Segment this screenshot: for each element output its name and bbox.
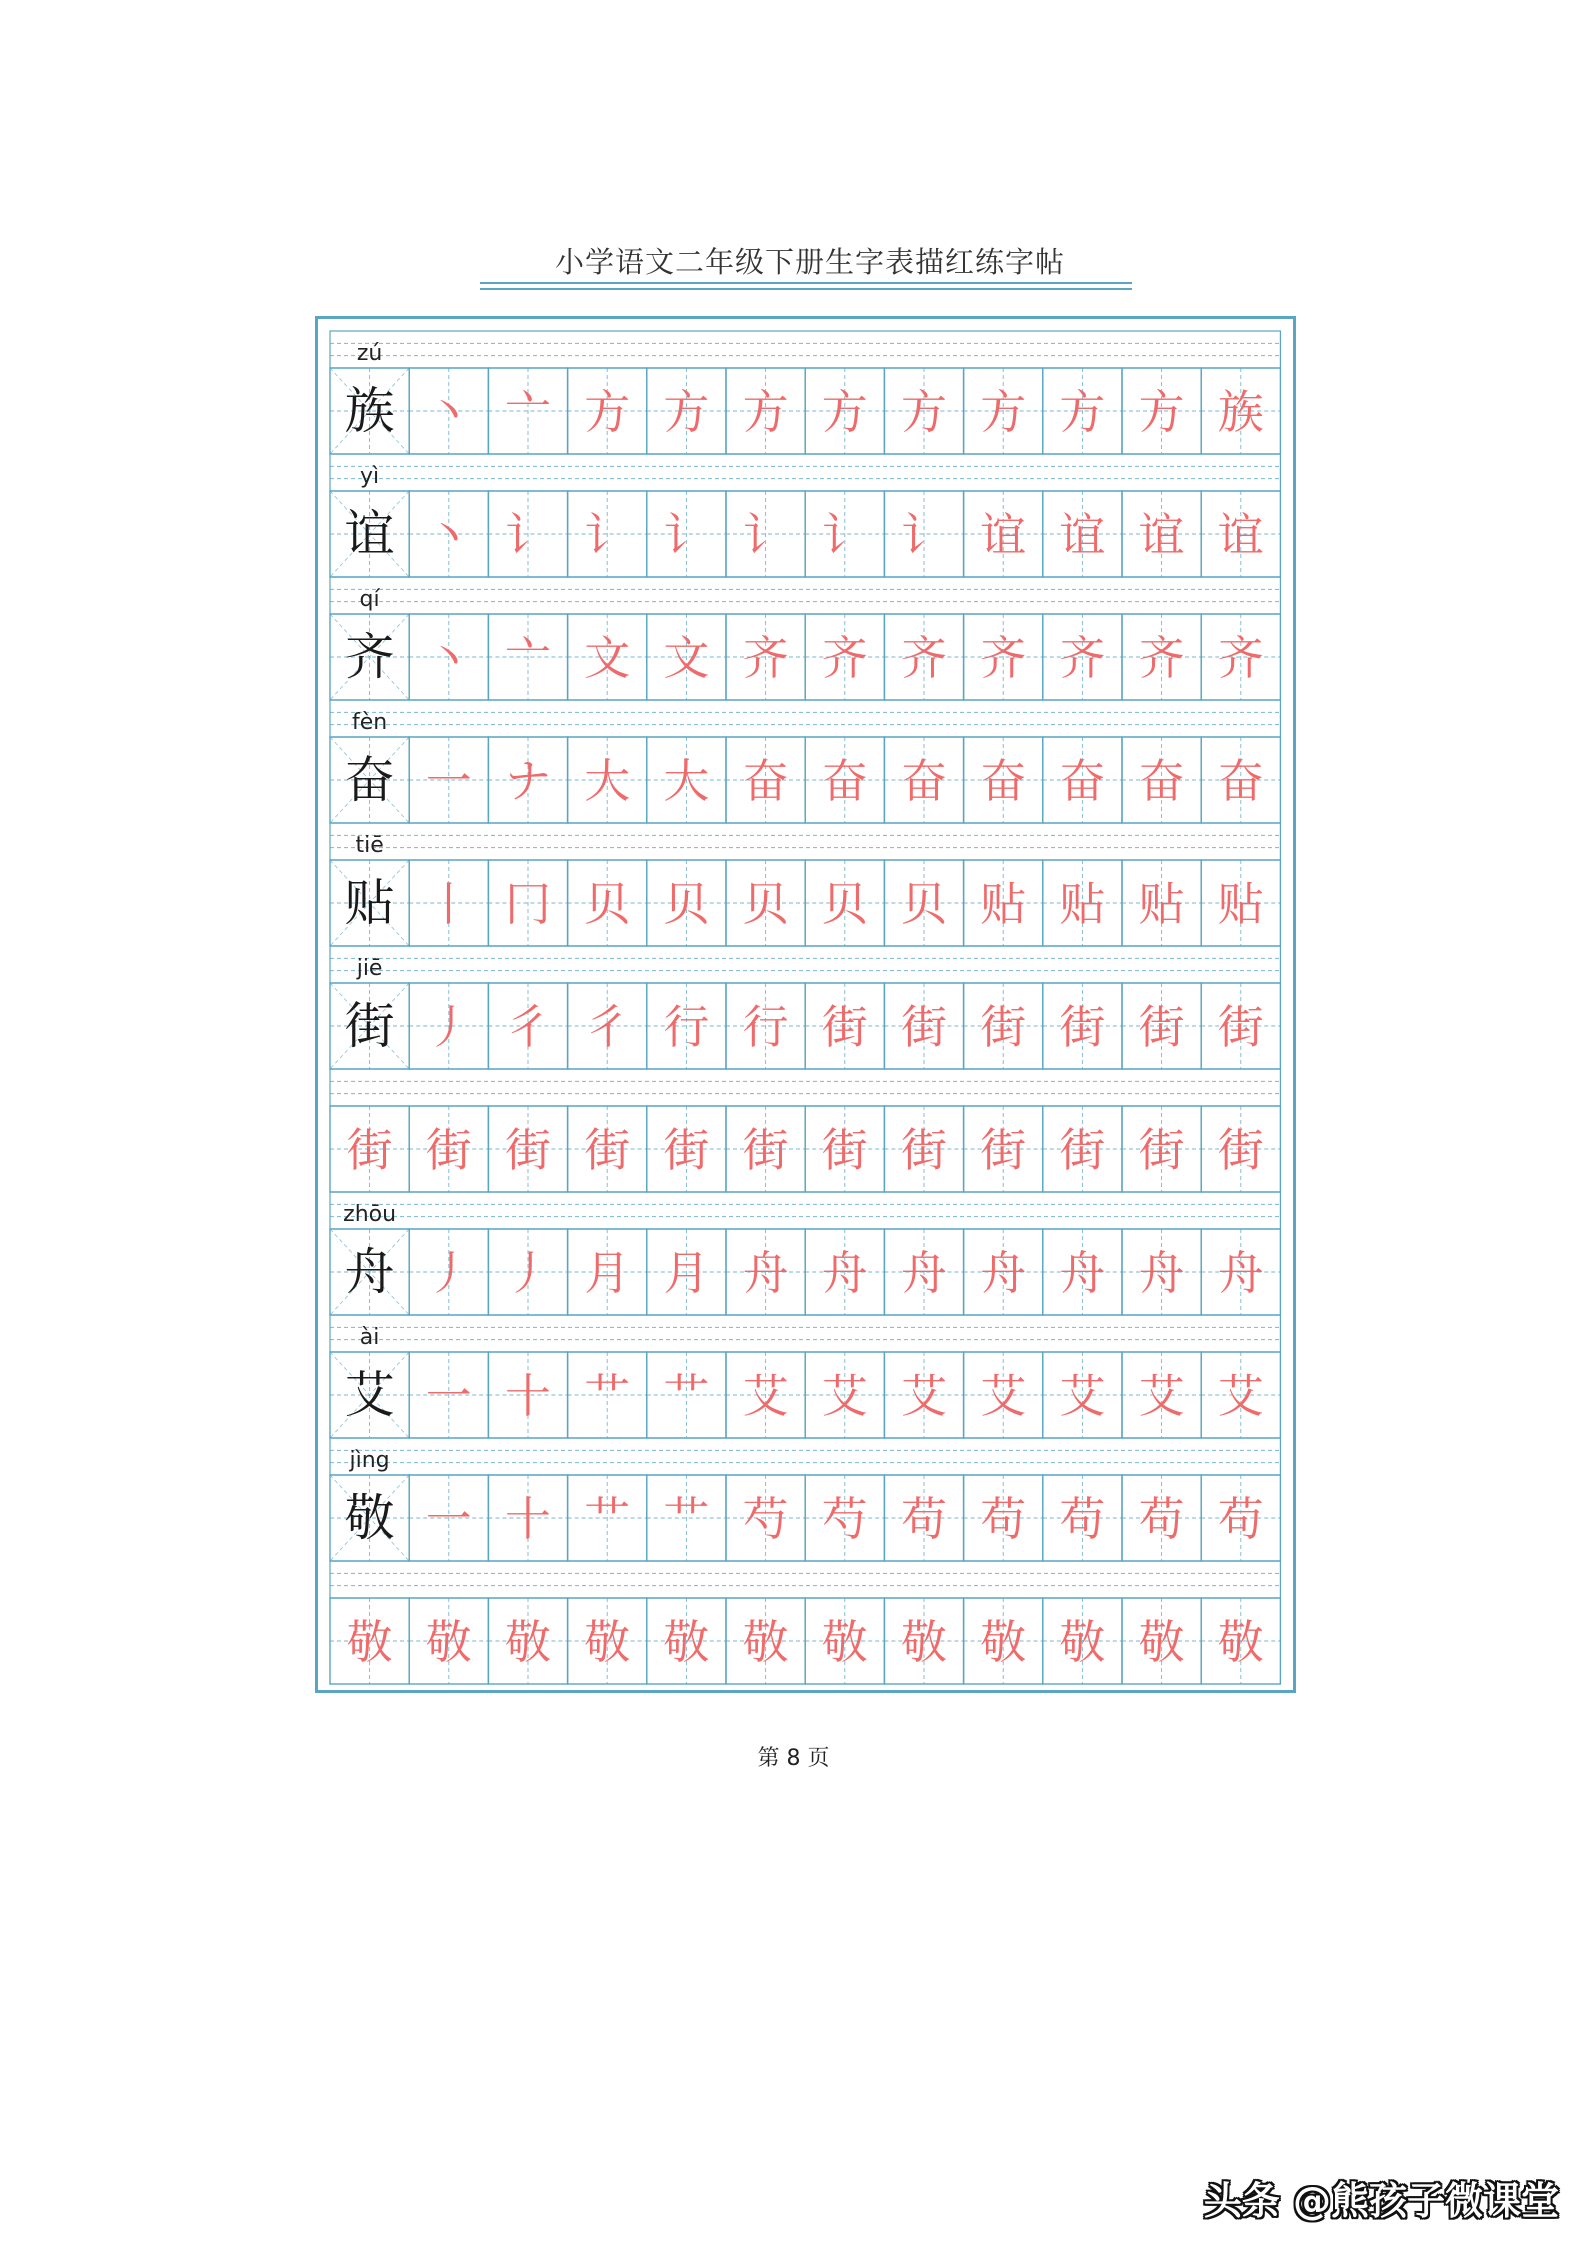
stroke-step-character: 舟	[901, 1246, 947, 1300]
trace-character: 街	[663, 1123, 710, 1177]
stroke-step-character: 齐	[1138, 631, 1185, 685]
stroke-step-character: 讠	[663, 508, 710, 562]
stroke-step-character: 月	[584, 1246, 631, 1300]
model-character: 艾	[344, 1366, 395, 1424]
trace-character: 街	[505, 1123, 551, 1177]
pinyin-label: yì	[360, 464, 380, 489]
title-underline-bottom	[480, 288, 1132, 290]
stroke-step-character: 十	[505, 1492, 551, 1546]
trace-character: 街	[821, 1123, 868, 1177]
stroke-step-character: 舟	[980, 1246, 1027, 1300]
stroke-step-character: 贝	[901, 877, 947, 931]
stroke-step-character: 丿	[425, 1000, 472, 1054]
stroke-step-character: 月	[663, 1246, 710, 1300]
trace-character: 街	[1138, 1123, 1185, 1177]
pinyin-band	[330, 331, 1280, 368]
stroke-step-character: 街	[1138, 1000, 1185, 1054]
stroke-step-character: 舟	[742, 1246, 789, 1300]
stroke-step-character: 贴	[1138, 877, 1185, 931]
stroke-step-character: 丶	[425, 631, 472, 685]
stroke-step-character: 方	[663, 385, 710, 439]
stroke-step-character: 奋	[821, 754, 868, 808]
pinyin-label: zhōu	[343, 1202, 397, 1227]
stroke-step-character: 谊	[1059, 508, 1106, 562]
stroke-step-character: 方	[1059, 385, 1106, 439]
practice-sheet	[315, 316, 1296, 1693]
stroke-step-character: 贴	[1217, 877, 1264, 931]
stroke-step-character: 齐	[742, 631, 789, 685]
trace-character: 街	[742, 1123, 789, 1177]
pinyin-label: ài	[359, 1325, 380, 1350]
stroke-step-character: 文	[663, 631, 710, 685]
stroke-step-character: 讠	[584, 508, 631, 562]
trace-character: 敬	[505, 1615, 551, 1669]
stroke-step-character: 谊	[1217, 508, 1264, 562]
stroke-step-character: 舟	[1217, 1246, 1264, 1300]
stroke-step-character: 贝	[821, 877, 868, 931]
trace-character: 街	[425, 1123, 472, 1177]
stroke-step-character: 讠	[742, 508, 789, 562]
stroke-step-character: 谊	[1138, 508, 1185, 562]
stroke-step-character: 芍	[821, 1492, 868, 1546]
pinyin-band	[330, 946, 1280, 983]
stroke-step-character: 大	[584, 754, 631, 808]
trace-character: 敬	[663, 1615, 710, 1669]
stroke-step-character: 街	[1217, 1000, 1264, 1054]
pinyin-band	[330, 577, 1280, 614]
stroke-step-character: 苟	[980, 1492, 1027, 1546]
grid-canvas	[318, 319, 1293, 1690]
pinyin-label: jiē	[356, 956, 383, 981]
stroke-step-character: 方	[901, 385, 947, 439]
stroke-step-character: 艹	[584, 1492, 631, 1546]
trace-character: 街	[901, 1123, 947, 1177]
stroke-step-character: 一	[425, 754, 472, 808]
trace-character: 敬	[821, 1615, 868, 1669]
trace-character: 街	[1217, 1123, 1264, 1177]
pinyin-band	[330, 1069, 1280, 1106]
stroke-step-character: 丨	[425, 877, 472, 931]
pinyin-band	[330, 1192, 1280, 1229]
model-character: 奋	[344, 751, 395, 809]
stroke-step-character: 文	[584, 631, 631, 685]
stroke-step-character: 十	[505, 1369, 551, 1423]
stroke-step-character: 族	[1217, 385, 1264, 439]
stroke-step-character: 苟	[1059, 1492, 1106, 1546]
stroke-step-character: 艾	[1059, 1369, 1106, 1423]
stroke-step-character: 舟	[1138, 1246, 1185, 1300]
trace-character: 敬	[1138, 1615, 1185, 1669]
trace-character: 敬	[742, 1615, 789, 1669]
stroke-step-character: 奋	[1138, 754, 1185, 808]
model-character: 族	[344, 382, 395, 440]
page-title: 小学语文二年级下册生字表描红练字帖	[554, 245, 1065, 279]
stroke-step-character: 方	[821, 385, 868, 439]
trace-character: 敬	[980, 1615, 1027, 1669]
stroke-step-character: 方	[980, 385, 1027, 439]
trace-character: 街	[980, 1123, 1027, 1177]
pinyin-label: qí	[359, 587, 380, 612]
title-underline-top	[480, 282, 1132, 284]
stroke-step-character: 艾	[821, 1369, 868, 1423]
stroke-step-character: 齐	[1217, 631, 1264, 685]
stroke-step-character: 街	[980, 1000, 1027, 1054]
stroke-step-character: 街	[1059, 1000, 1106, 1054]
stroke-step-character: 方	[584, 385, 631, 439]
stroke-step-character: 亠	[505, 385, 551, 439]
stroke-step-character: 行	[663, 1000, 710, 1054]
stroke-step-character: 冂	[505, 877, 551, 931]
stroke-step-character: 大	[663, 754, 710, 808]
model-character: 敬	[344, 1489, 395, 1547]
trace-character: 街	[584, 1123, 631, 1177]
pinyin-band	[330, 823, 1280, 860]
pinyin-band	[330, 1561, 1280, 1598]
trace-character: 街	[1059, 1123, 1106, 1177]
stroke-step-character: 艹	[663, 1492, 710, 1546]
model-character: 街	[344, 997, 395, 1055]
stroke-step-character: 齐	[901, 631, 947, 685]
stroke-step-character: 谊	[980, 508, 1027, 562]
stroke-step-character: 奋	[1217, 754, 1264, 808]
pinyin-label: zú	[356, 341, 383, 366]
pinyin-label: tiē	[355, 833, 384, 858]
stroke-step-character: 讠	[901, 508, 947, 562]
stroke-step-character: 齐	[821, 631, 868, 685]
trace-character: 街	[346, 1123, 393, 1177]
stroke-step-character: 奋	[742, 754, 789, 808]
pinyin-label: fèn	[351, 710, 388, 735]
stroke-step-character: 丶	[425, 508, 472, 562]
stroke-step-character: 艹	[663, 1369, 710, 1423]
stroke-step-character: 苟	[901, 1492, 947, 1546]
stroke-step-character: 齐	[980, 631, 1027, 685]
stroke-step-character: 艾	[980, 1369, 1027, 1423]
stroke-step-character: 彳	[584, 1000, 631, 1054]
stroke-step-character: 一	[425, 1492, 472, 1546]
stroke-step-character: 丶	[425, 385, 472, 439]
stroke-step-character: 苟	[1138, 1492, 1185, 1546]
trace-character: 敬	[425, 1615, 472, 1669]
stroke-step-character: ナ	[505, 754, 551, 808]
stroke-step-character: 奋	[980, 754, 1027, 808]
model-character: 舟	[344, 1243, 395, 1301]
stroke-step-character: 艹	[584, 1369, 631, 1423]
stroke-step-character: 贴	[980, 877, 1027, 931]
stroke-step-character: 丿	[425, 1246, 472, 1300]
stroke-step-character: 芍	[742, 1492, 789, 1546]
stroke-step-character: 街	[821, 1000, 868, 1054]
stroke-step-character: 街	[901, 1000, 947, 1054]
stroke-step-character: 丿	[505, 1246, 551, 1300]
model-character: 齐	[344, 628, 395, 686]
pinyin-band	[330, 1438, 1280, 1475]
stroke-step-character: 亠	[505, 631, 551, 685]
stroke-step-character: 贝	[584, 877, 631, 931]
stroke-step-character: 舟	[821, 1246, 868, 1300]
trace-character: 敬	[901, 1615, 947, 1669]
model-character: 谊	[344, 505, 395, 563]
stroke-step-character: 奋	[1059, 754, 1106, 808]
stroke-step-character: 方	[1138, 385, 1185, 439]
stroke-step-character: 艾	[1217, 1369, 1264, 1423]
trace-character: 敬	[1059, 1615, 1106, 1669]
model-character: 贴	[344, 874, 395, 932]
stroke-step-character: 苟	[1217, 1492, 1264, 1546]
stroke-step-character: 贝	[742, 877, 789, 931]
stroke-step-character: 艾	[901, 1369, 947, 1423]
pinyin-band	[330, 1315, 1280, 1352]
trace-character: 敬	[584, 1615, 631, 1669]
stroke-step-character: 艾	[742, 1369, 789, 1423]
stroke-step-character: 齐	[1059, 631, 1106, 685]
stroke-step-character: 讠	[821, 508, 868, 562]
pinyin-band	[330, 454, 1280, 491]
trace-character: 敬	[1217, 1615, 1264, 1669]
stroke-step-character: 艾	[1138, 1369, 1185, 1423]
stroke-step-character: 彳	[505, 1000, 551, 1054]
page-number: 第 8 页	[757, 1746, 830, 1771]
stroke-step-character: 一	[425, 1369, 472, 1423]
stroke-step-character: 方	[742, 385, 789, 439]
stroke-step-character: 行	[742, 1000, 789, 1054]
pinyin-band	[330, 700, 1280, 737]
watermark: 头条 @熊孩子微课堂	[1203, 2179, 1559, 2223]
pinyin-label: jìng	[349, 1448, 390, 1473]
stroke-step-character: 奋	[901, 754, 947, 808]
trace-character: 敬	[346, 1615, 393, 1669]
stroke-step-character: 贴	[1059, 877, 1106, 931]
practice-grid	[318, 319, 1293, 1690]
stroke-step-character: 舟	[1059, 1246, 1106, 1300]
stroke-step-character: 讠	[505, 508, 551, 562]
stroke-step-character: 贝	[663, 877, 710, 931]
